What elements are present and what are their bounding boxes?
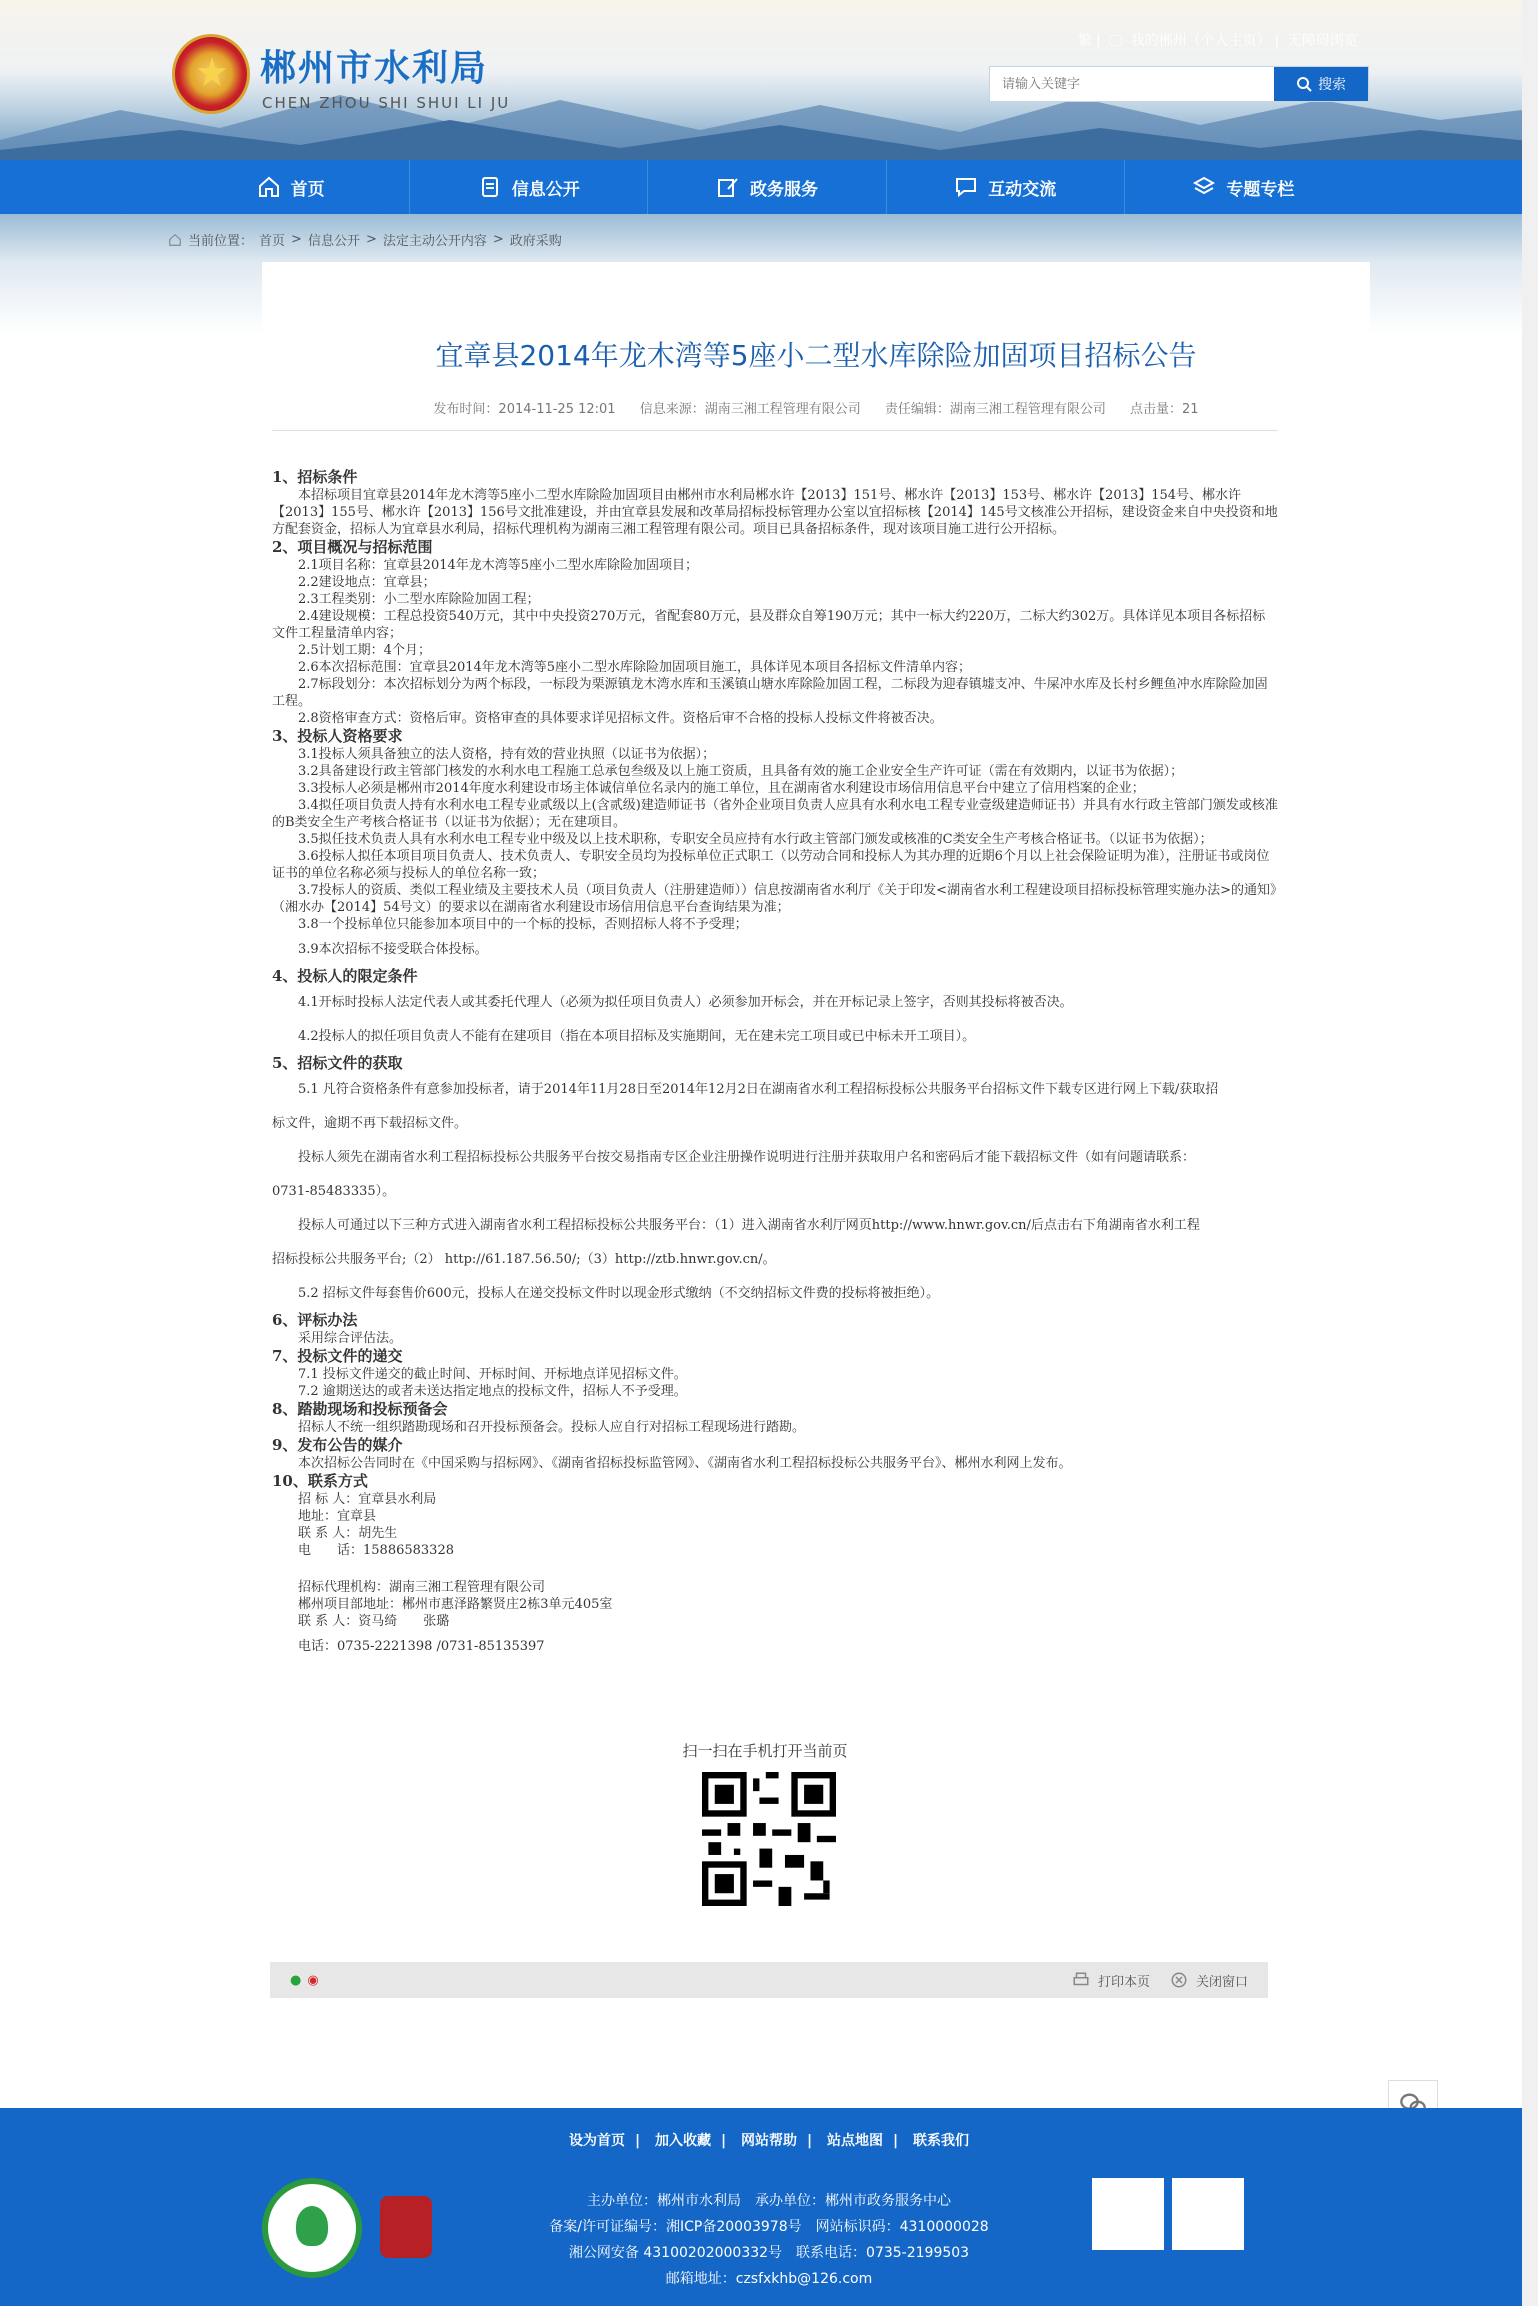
wechat-share-icon[interactable]: ● — [290, 1972, 302, 1988]
paragraph: 2.8资格审查方式：资格后审。资格审查的具体要求详见招标文件。资格后审不合格的投标人投标文件将被否决。 — [298, 711, 943, 726]
paragraph: 招标投标公共服务平台;（2） http://61.187.56.50/;（3）http://ztb.hnwr.gov.cn/。 — [272, 1252, 776, 1267]
nav-item-home[interactable] — [172, 160, 410, 214]
breadcrumb-info-public[interactable]: 信息公开 — [307, 234, 360, 249]
nav-label: 互动交流 — [988, 179, 1057, 200]
paragraph: 3.3投标人必须是郴州市2014年度水利建设市场主体诚信单位名录内的施工单位，且在湖南省水利建设市场信用信息平台中建立了信用档案的企业； — [298, 781, 1145, 796]
footer-host: 主办单位：郴州市水利局 承办单位：郴州市政务服务中心 — [587, 2193, 951, 2209]
publish-time: 发布时间：2014-11-25 12:01 — [433, 402, 616, 417]
search-icon — [1296, 76, 1312, 92]
footer-email: 邮箱地址：czsfxkhb@126.com — [665, 2271, 873, 2287]
paragraph: 3.1投标人须具备独立的法人资格，持有效的营业执照（以证书为依据）； — [298, 747, 716, 762]
footer-links: 设为首页 | 加入收藏 | 网站帮助 | 站点地图 | 联系我们 — [569, 2133, 969, 2149]
contact-line: 联 系 人：胡先生 — [298, 1526, 398, 1541]
paragraph: 3.7投标人的资质、类似工程业绩及主要技术人员（项目负责人（注册建造师））信息按湖南省水利厅《关于印发<湖南省水利工程建设项目招标投标管理实施办法>的通知》（湘水办【2014】54号文）的要求以在湖南省水利建设市场信用信息平台查询结果为准； — [272, 883, 1277, 915]
footer-link-contact[interactable]: 联系我们 — [913, 2133, 969, 2149]
paragraph: 3.8一个投标单位只能参加本项目中的一个标的投标，否则招标人将不予受理； — [298, 917, 748, 932]
paragraph: 标文件，逾期不再下载招标文件。 — [272, 1116, 468, 1131]
paragraph: 采用综合评估法。 — [298, 1331, 403, 1346]
nav-label: 专题专栏 — [1226, 179, 1295, 200]
paragraph: 3.2具备建设行政主管部门核发的水利水电工程施工总承包叁级及以上施工资质，且具备有效的施工企业安全生产许可证（需在有效期内，以证书为依据）； — [298, 764, 1184, 779]
contact-line: 郴州项目部地址：郴州市惠泽路繁贤庄2栋3单元405室 — [298, 1597, 613, 1612]
paragraph: 3.5拟任技术负责人具有水利水电工程专业中级及以上技术职称，专职安全员应持有水行政主管部门颁发或核准的C类安全生产考核合格证书。（以证书为依据）； — [298, 832, 1213, 847]
my-chenzhou-link[interactable]: 我的郴州（个人主页） — [1130, 33, 1271, 49]
breadcrumb: 当前位置： 首页 > 信息公开 > 法定主动公开内容 > 政府采购 — [168, 230, 562, 249]
breadcrumb-procurement[interactable]: 政府采购 — [509, 234, 562, 249]
contact-line: 联 系 人：资马绮 张璐 — [298, 1614, 450, 1629]
traditional-chinese-link[interactable]: 繁 — [1078, 33, 1092, 49]
monitor-icon: 🖵 — [1109, 33, 1123, 49]
footer-police: 湘公网安备 43100202000332号 联系电话：0735-2199503 — [568, 2245, 970, 2261]
section-heading: 1、招标条件 — [272, 468, 358, 486]
editor: 责任编辑：湖南三湘工程管理有限公司 — [884, 402, 1106, 417]
paragraph: 2.6本次招标范围：宜章县2014年龙木湾等5座小二型水库除险加固项目施工，具体详见本项目各招标文件清单内容； — [298, 660, 972, 675]
weibo-share-icon[interactable]: ◉ — [307, 1972, 319, 1988]
accessibility-link[interactable]: 无障碍浏览 — [1287, 33, 1358, 49]
breadcrumb-legal[interactable]: 法定主动公开内容 — [382, 234, 487, 249]
paragraph: 招标人不统一组织踏勘现场和召开投标预备会。投标人应自行对招标工程现场进行踏勘。 — [298, 1420, 806, 1435]
document-icon — [478, 175, 502, 199]
nav-item-gov-service[interactable] — [648, 160, 886, 214]
section-heading: 10、联系方式 — [272, 1472, 368, 1490]
paragraph: 2.1项目名称：宜章县2014年龙木湾等5座小二型水库除险加固项目； — [298, 558, 699, 573]
contact-line: 电 话：15886583328 — [298, 1543, 454, 1558]
paragraph: 7.2 逾期送达的或者未送达指定地点的投标文件，招标人不予受理。 — [298, 1384, 687, 1399]
section-heading: 8、踏勘现场和投标预备会 — [272, 1400, 448, 1418]
contact-line: 招标代理机构：湖南三湘工程管理有限公司 — [298, 1580, 546, 1595]
national-emblem-logo — [172, 34, 250, 114]
nav-label: 政务服务 — [750, 179, 818, 200]
footer-link-set-home[interactable]: 设为首页 — [569, 2133, 625, 2149]
search-input[interactable] — [990, 67, 1274, 101]
search-box — [989, 66, 1369, 102]
paragraph: 2.7标段划分：本次招标划分为两个标段，一标段为栗源镇龙木湾水库和玉溪镇山塘水库除险加固工程，二标段为迎春镇墟支冲、牛屎冲水库及长村乡鲤鱼冲水库除险加固工程。 — [272, 677, 1268, 709]
footer-qr-code-1 — [1092, 2178, 1164, 2250]
article-title: 宜章县2014年龙木湾等5座小二型水库除险加固项目招标公告 — [435, 339, 1197, 372]
chat-icon — [954, 175, 978, 199]
paragraph: 投标人须先在湖南省水利工程招标投标公共服务平台按交易指南专区企业注册操作说明进行注册并获取用户名和密码后才能下载招标文件（如有问题请联系： — [298, 1150, 1196, 1165]
paragraph: 3.9本次招标不接受联合体投标。 — [298, 942, 488, 957]
article-container — [262, 262, 1370, 2074]
footer-icp: 备案/许可证编号：湘ICP备20003978号 网站标识码：4310000028 — [549, 2219, 989, 2235]
qr-code-image — [702, 1772, 836, 1906]
contact-line: 电话：0735-2221398 /0731-85135397 — [298, 1639, 545, 1654]
article-body — [272, 468, 1278, 1655]
paragraph: 2.3工程类别：小二型水库除险加固工程； — [298, 592, 540, 607]
breadcrumb-home[interactable]: 首页 — [259, 234, 286, 249]
section-heading: 5、招标文件的获取 — [272, 1054, 403, 1072]
print-page-link[interactable]: 打印本页 — [1097, 1974, 1150, 1990]
breadcrumb-prefix: 当前位置： — [188, 234, 254, 249]
section-heading: 2、项目概况与招标范围 — [272, 538, 433, 556]
paragraph: 2.2建设地点：宜章县； — [298, 575, 436, 590]
paragraph: 本招标项目宜章县2014年龙木湾等5座小二型水库除险加固项目由郴州市水利局郴水许【2013】151号、郴水许【2013】153号、郴水许【2013】154号、郴水许【2013】155号、郴水许【2013】156号文批准建设，并由宜章县发展和改革局招标投标管理办公室以宜招标核【2014】145号文核准公开招标，建设资金来自中央投资和地方配套资金，招标人为宜章县水利局，招标代理机构为湖南三湘工程管理有限公司。项目已具备招标条件，现对该项目施工进行公开招标。 — [272, 488, 1278, 537]
nav-item-info-public[interactable] — [410, 160, 648, 214]
paragraph: 3.6投标人拟任本项目项目负责人、技术负责人、专职安全员均为投标单位正式职工（以劳动合同和投标人为其办理的近期6个月以上社会保险证明为准），注册证书或岗位证书的单位名称必须与投标人的单位名称一致； — [272, 849, 1270, 881]
click-count: 点击量：21 — [1130, 402, 1199, 417]
action-bar — [270, 1962, 1268, 1998]
site-header — [0, 0, 1538, 160]
footer-info — [0, 2188, 1538, 2292]
paragraph: 投标人可通过以下三种方式进入湖南省水利工程招标投标公共服务平台：（1）进入湖南省水利厅网页http://www.hnwr.gov.cn/后点击右下角湖南省水利工程 — [298, 1218, 1200, 1233]
home-icon — [257, 175, 281, 199]
paragraph: 2.5计划工期：4个月； — [298, 643, 431, 658]
section-heading: 7、投标文件的递交 — [272, 1347, 403, 1365]
paragraph: 3.4拟任项目负责人持有水利水电工程专业贰级以上(含贰级)建造师证书（省外企业项目负责人应具有水利水电工程专业壹级建造师证书）并具有水行政主管部门颁发或核准的B类安全生产考核合格证书（以证书为依据）；无在建项目。 — [272, 798, 1278, 830]
site-footer — [0, 2108, 1538, 2306]
layers-icon — [1192, 175, 1216, 199]
info-source: 信息来源：湖南三湘工程管理有限公司 — [639, 402, 861, 417]
main-nav — [0, 160, 1538, 214]
printer-icon — [1072, 1971, 1090, 1989]
paragraph: 4.2投标人的拟任项目负责人不能有在建项目（指在本项目招标及实施期间，无在建未完工项目或已中标未开工项目）。 — [298, 1029, 976, 1044]
close-window-link[interactable]: 关闭窗口 — [1195, 1974, 1248, 1990]
footer-link-favorite[interactable]: 加入收藏 — [655, 2133, 711, 2149]
paragraph: 2.4建设规模：工程总投资540万元，其中中央投资270万元，省配套80万元，县及群众自筹190万元；其中一标大约220万，二标大约302万。具体详见本项目各标招标文件工程量清单内容； — [272, 609, 1266, 641]
paragraph: 4.1开标时投标人法定代表人或其委托代理人（必须为拟任项目负责人）必须参加开标会，并在开标记录上签字，否则其投标将被否决。 — [298, 995, 1073, 1010]
footer-qr-code-2 — [1172, 2178, 1244, 2250]
paragraph: 本次招标公告同时在《中国采购与招标网》、《湖南省招标投标监管网》、《湖南省水利工程招标投标公共服务平台》、郴州水利网上发布。 — [298, 1456, 1072, 1471]
section-heading: 3、投标人资格要求 — [272, 727, 403, 745]
qr-title: 扫一扫在手机打开当前页 — [682, 1742, 848, 1760]
top-links: 繁 | 🖵 我的郴州（个人主页） | 无障碍浏览 — [1078, 33, 1358, 49]
close-icon — [1170, 1971, 1188, 1989]
nav-label: 信息公开 — [511, 179, 580, 200]
section-heading: 6、评标办法 — [272, 1311, 358, 1329]
site-subtitle: CHEN ZHOU SHI SHUI LI JU — [262, 94, 511, 112]
home-small-icon — [168, 233, 182, 247]
contact-line: 地址：宜章县 — [298, 1509, 377, 1524]
section-heading: 9、发布公告的媒介 — [272, 1436, 403, 1454]
edit-icon — [716, 175, 740, 199]
section-heading: 4、投标人的限定条件 — [272, 967, 418, 985]
page-scrollbar[interactable] — [1522, 0, 1538, 2306]
search-button[interactable] — [1274, 67, 1368, 101]
nav-label: 首页 — [290, 179, 325, 200]
article-meta — [262, 398, 1370, 417]
paragraph: 0731-85483335）。 — [272, 1184, 396, 1199]
footer-link-sitemap[interactable]: 站点地图 — [827, 2133, 883, 2149]
paragraph: 7.1 投标文件递交的截止时间、开标时间、开标地点详见招标文件。 — [298, 1367, 687, 1382]
contact-line: 招 标 人：宜章县水利局 — [298, 1492, 437, 1507]
search-button-label: 搜索 — [1318, 77, 1346, 93]
paragraph: 5.2 招标文件每套售价600元，投标人在递交投标文件时以现金形式缴纳（不交纳招标文件费的投标将被拒绝）。 — [298, 1286, 940, 1301]
paragraph: 5.1 凡符合资格条件有意参加投标者，请于2014年11月28日至2014年12月2日在湖南省水利工程招标投标公共服务平台招标文件下载专区进行网上下载/获取招 — [298, 1082, 1219, 1097]
divider — [272, 430, 1278, 431]
footer-link-help[interactable]: 网站帮助 — [741, 2133, 797, 2149]
nav-item-special[interactable] — [1125, 160, 1362, 214]
nav-item-interaction[interactable] — [887, 160, 1125, 214]
site-title: 郴州市水利局 — [260, 48, 489, 89]
